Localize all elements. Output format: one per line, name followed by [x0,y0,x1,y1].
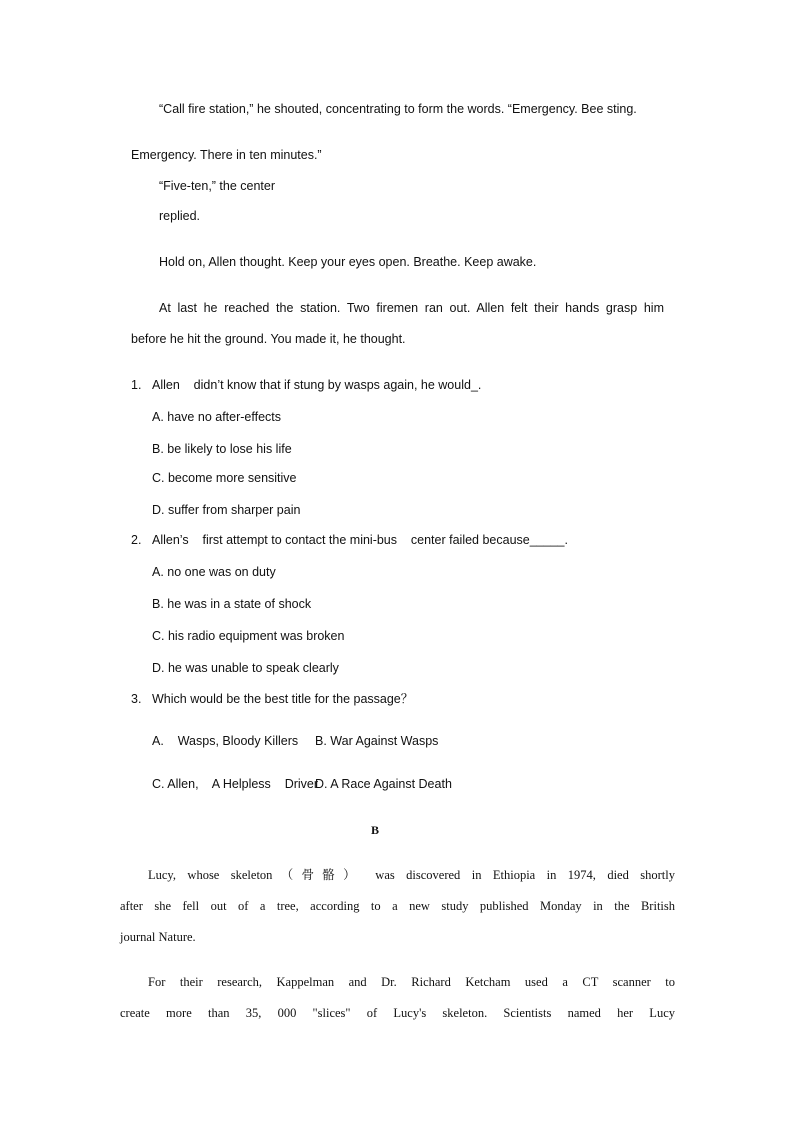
section-b-p1-line1: Lucy, whose skeleton（骨骼） was discovered in Ethiopia in 1974, died shortly [148,868,675,882]
question-1-option-a: A. have no after-effects [152,410,282,424]
passage-a-p3: Hold on, Allen thought. Keep your eyes open. Breathe. Keep awake. [159,255,537,269]
question-3-stem: Which would be the best title for the passage？ [152,692,414,706]
passage-a-p1-line1: “Call fire station,” he shouted, concentrating to form the words. “Emergency. Bee sting. [159,102,637,116]
question-3-option-c: C. Allen, A Helpless Driver [152,777,319,791]
question-2-option-a: A. no one was on duty [152,565,276,579]
passage-a-p4-line1: At last he reached the station. Two firemen ran out. Allen felt their hands grasp him [159,301,664,315]
question-1-option-b: B. be likely to lose his life [152,442,292,456]
question-2-option-c: C. his radio equipment was broken [152,629,345,643]
passage-a-p2-line2: replied. [159,209,200,223]
question-2-stem: Allen’s first attempt to contact the mini-bus center failed because_____. [152,533,568,547]
question-1-option-c: C. become more sensitive [152,471,297,485]
section-b-p2-line2: create more than 35, 000 "slices" of Lucy's skeleton. Scientists named her Lucy [120,1006,675,1020]
question-3-option-b: B. War Against Wasps [315,734,439,748]
question-2-option-d: D. he was unable to speak clearly [152,661,339,675]
passage-a-p2-line1: “Five-ten,” the center [159,179,276,193]
section-b-heading: B [371,823,380,837]
question-2-option-b: B. he was in a state of shock [152,597,312,611]
question-3-number: 3. [131,692,142,706]
section-b-p1-line2: after she fell out of a tree, according to a new study published Monday in the British [120,899,675,913]
question-1-option-d: D. suffer from sharper pain [152,503,301,517]
section-b-p1-line3: journal Nature. [120,930,196,944]
question-3-option-d: D. A Race Against Death [315,777,452,791]
question-1-number: 1. [131,378,142,392]
question-1-stem: Allen didn’t know that if stung by wasps again, he would_. [152,378,482,392]
passage-a-p1-line2: Emergency. There in ten minutes.” [131,148,322,162]
section-b-p2-line1: For their research, Kappelman and Dr. Richard Ketcham used a CT scanner to [148,975,675,989]
passage-a-p4-line2: before he hit the ground. You made it, he thought. [131,332,406,346]
question-3-option-a: A. Wasps, Bloody Killers [152,734,299,748]
question-2-number: 2. [131,533,142,547]
